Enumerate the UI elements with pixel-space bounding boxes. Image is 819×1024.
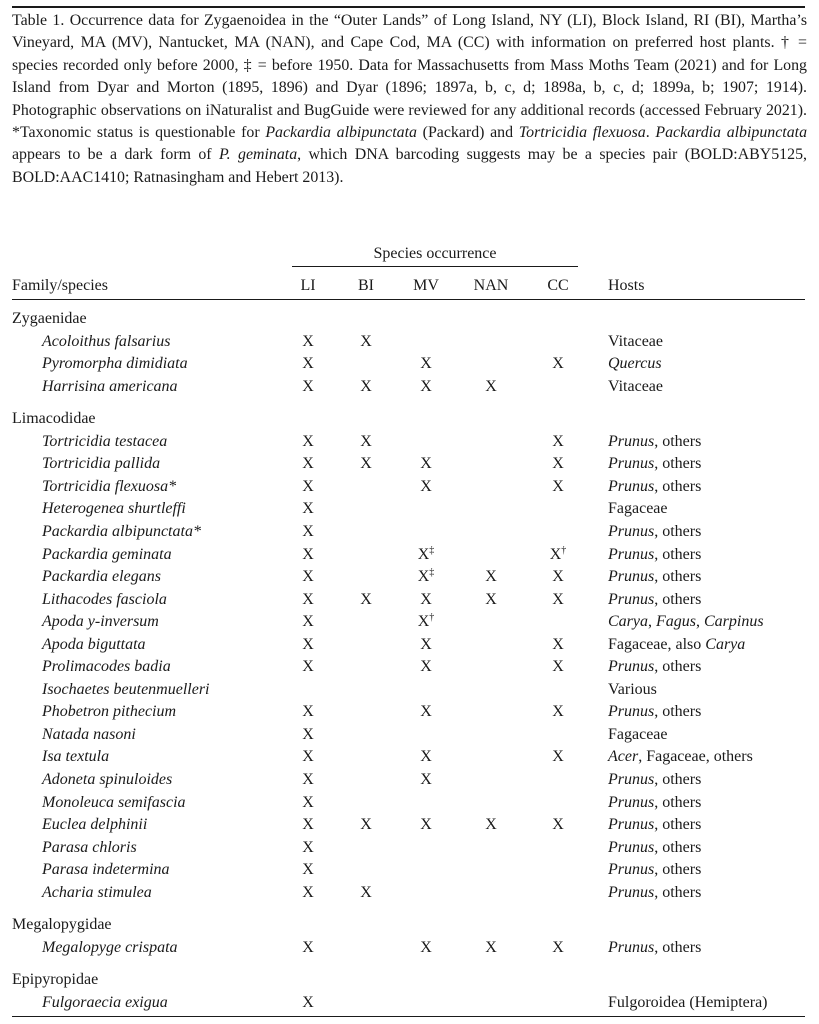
occurrence-mark-li: X (302, 748, 314, 766)
occurrence-mark-mv: X (420, 377, 432, 395)
species-row (0, 680, 819, 702)
species-row (0, 432, 819, 454)
species-name: Harrisina americana (42, 377, 178, 395)
species-row (0, 815, 819, 837)
family-row (0, 915, 819, 937)
species-row (0, 725, 819, 747)
occurrence-mark-cc: X (552, 635, 564, 653)
host-plants: Fagaceae (608, 500, 668, 518)
species-row (0, 635, 819, 657)
occurrence-mark-li: X (302, 861, 314, 879)
occurrence-mark-li: X (302, 590, 314, 608)
species-row (0, 838, 819, 860)
occurrence-mark-nan: X (485, 568, 497, 586)
host-plants: Prunus, others (608, 545, 702, 563)
species-row (0, 332, 819, 354)
species-name: Parasa chloris (42, 838, 137, 856)
species-row (0, 612, 819, 634)
occurrence-mark-mv: X (420, 635, 432, 653)
occurrence-mark-li: X (302, 703, 314, 721)
occurrence-mark-li: X (302, 613, 314, 631)
species-row (0, 938, 819, 960)
host-plants: Prunus, others (608, 590, 702, 608)
occurrence-mark-bi: X (360, 816, 372, 834)
occurrence-mark-li: X (302, 793, 314, 811)
species-name: Packardia albipunctata* (42, 522, 201, 540)
host-plants: Acer, Fagaceae, others (608, 748, 753, 766)
species-name: Packardia geminata (42, 545, 172, 563)
occurrence-mark-mv: X (420, 703, 432, 721)
occurrence-mark-cc: X (552, 816, 564, 834)
column-header-family-species: Family/species (12, 277, 108, 294)
species-name: Pyromorpha dimidiata (42, 355, 188, 373)
occurrence-mark-cc: X (552, 432, 564, 450)
species-row (0, 567, 819, 589)
host-plants: Prunus, others (608, 703, 702, 721)
occurrence-mark-li: X (302, 883, 314, 901)
occurrence-mark-li: X (302, 635, 314, 653)
host-plants: Fagaceae, also Carya (608, 635, 746, 653)
table-caption: Table 1. Occurrence data for Zygaenoidea in the “Outer Lands” of Long Island, NY (LI), Block Island, RI (BI), Martha’s Vineyard, MA (MV), Nantucket, MA (NAN), and Cape Cod, MA (CC) with information on preferred host plants. † = species recorded only before 2000, ‡ = before 1950. Data for Massachusetts from Mass Moths Team (2021) and for Long Island from Dyar and Morton (1895, 1896) and Dyar (1896; 1897a, b, c, d; 1898a, b, c, d; 1899a, b; 1907; 1914). Photographic observations on iNaturalist and BugGuide were reviewed for any additional records (accessed February 2021). *Taxonomic status is questionable for Packardia albipunctata (Packard) and Tortricidia flexuosa. Packardia albipunctata appears to be a dark form of P. geminata, which DNA barcoding suggests may be a species pair (BOLD:ABY5125, BOLD:AAC1410; Ratnasingham and Hebert 2013). (12, 12, 808, 186)
species-row (0, 354, 819, 376)
species-row (0, 770, 819, 792)
species-name: Acharia stimulea (42, 883, 152, 901)
occurrence-mark-li: X (302, 500, 314, 518)
occurrence-mark-cc: X (552, 568, 564, 586)
occurrence-mark-mv: X (420, 938, 432, 956)
species-row (0, 377, 819, 399)
occurrence-mark-bi: X (360, 332, 372, 350)
species-row (0, 545, 819, 567)
species-name: Tortricidia testacea (42, 432, 168, 450)
species-row (0, 860, 819, 882)
occurrence-mark-cc: X (552, 355, 564, 373)
species-name: Apoda biguttata (42, 635, 146, 653)
occurrence-mark-mv: X (420, 748, 432, 766)
occurrence-mark-nan: X (485, 938, 497, 956)
occurrence-mark-li: X (302, 658, 314, 676)
occurrence-mark-cc: X (552, 938, 564, 956)
occurrence-mark-mv: X (420, 816, 432, 834)
occurrence-mark-li: X (302, 838, 314, 856)
species-name: Phobetron pithecium (42, 703, 177, 721)
occurrence-mark-nan: X (485, 590, 497, 608)
host-plants: Prunus, others (608, 883, 702, 901)
occurrence-mark-mv: X‡ (417, 567, 435, 586)
column-header-bi: BI (358, 277, 374, 294)
species-name: Isochaetes beutenmuelleri (42, 680, 210, 698)
species-row (0, 590, 819, 612)
species-name: Tortricidia pallida (42, 455, 161, 473)
family-row (0, 970, 819, 992)
family-name: Epipyropidae (12, 971, 99, 989)
species-name: Prolimacodes badia (42, 658, 171, 676)
bottom-rule (12, 1016, 805, 1017)
occurrence-mark-bi: X (360, 377, 372, 395)
occurrence-mark-nan: X (485, 377, 497, 395)
host-plants: Prunus, others (608, 432, 702, 450)
occurrence-mark-li: X (302, 355, 314, 373)
host-plants: Vitaceae (608, 332, 663, 350)
host-plants: Prunus, others (608, 793, 702, 811)
host-plants: Prunus, others (608, 816, 702, 834)
host-plants: Various (608, 680, 657, 698)
occurrence-mark-li: X (302, 432, 314, 450)
species-row (0, 747, 819, 769)
host-plants: Carya, Fagus, Carpinus (608, 613, 764, 631)
occurrence-mark-bi: X (360, 883, 372, 901)
host-plants: Fagaceae (608, 725, 668, 743)
occurrence-mark-li: X (302, 477, 314, 495)
occurrence-mark-bi: X (360, 455, 372, 473)
species-name: Fulgoraecia exigua (42, 993, 168, 1011)
occurrence-mark-mv: X† (417, 612, 435, 631)
species-name: Isa textula (42, 748, 110, 766)
occurrence-mark-cc: X (552, 658, 564, 676)
host-plants: Quercus (608, 355, 662, 373)
species-name: Megalopyge crispata (42, 938, 178, 956)
species-row (0, 522, 819, 544)
species-name: Heterogenea shurtleffi (42, 500, 186, 518)
species-row (0, 657, 819, 679)
species-name: Euclea delphinii (42, 816, 148, 834)
occurrence-mark-mv: X (420, 771, 432, 788)
host-plants: Prunus, others (608, 838, 702, 856)
species-row (0, 499, 819, 521)
host-plants: Prunus, others (608, 477, 702, 495)
species-name: Packardia elegans (42, 568, 161, 586)
host-plants: Prunus, others (608, 568, 702, 586)
species-occurrence-header: Species occurrence (373, 245, 497, 262)
species-row (0, 702, 819, 724)
occurrence-mark-cc: X (552, 477, 564, 495)
family-row (0, 309, 819, 331)
occurrence-mark-cc: X (552, 590, 564, 608)
species-name: Lithacodes fasciola (42, 590, 167, 608)
column-header-mv: MV (413, 277, 439, 294)
occurrence-mark-mv: X (420, 355, 432, 373)
column-header-li: LI (300, 277, 316, 294)
occurrence-mark-nan: X (485, 816, 497, 834)
species-name: Natada nasoni (42, 725, 136, 743)
species-name: Tortricidia flexuosa* (42, 477, 177, 495)
species-name: Adoneta spinuloides (42, 771, 173, 788)
species-row (0, 883, 819, 905)
occurrence-mark-li: X (302, 816, 314, 834)
occurrence-mark-li: X (302, 725, 314, 743)
family-name: Zygaenidae (12, 310, 87, 327)
occurrence-mark-mv: X (420, 477, 432, 495)
occurrence-mark-mv: X (420, 455, 432, 473)
occurrence-mark-li: X (302, 568, 314, 586)
species-row (0, 477, 819, 499)
occurrence-mark-li: X (302, 938, 314, 956)
column-header-nan: NAN (473, 277, 509, 294)
occurrence-mark-mv: X‡ (417, 544, 435, 563)
host-plants: Vitaceae (608, 377, 663, 395)
occurrence-mark-li: X (302, 522, 314, 540)
occurrence-mark-li: X (302, 377, 314, 395)
species-row (0, 793, 819, 815)
column-header-hosts: Hosts (608, 277, 645, 294)
host-plants: Prunus, others (608, 771, 702, 788)
occurrence-mark-cc: X (552, 455, 564, 473)
occurrence-mark-li: X (302, 771, 314, 788)
host-plants: Fulgoroidea (Hemiptera) (608, 993, 768, 1011)
occurrence-mark-bi: X (360, 432, 372, 450)
host-plants: Prunus, others (608, 522, 702, 540)
occurrence-mark-li: X (302, 993, 314, 1011)
species-name: Parasa indetermina (42, 861, 170, 879)
occurrence-mark-cc: X (552, 748, 564, 766)
occurrence-mark-bi: X (360, 590, 372, 608)
species-name: Apoda y-inversum (42, 613, 159, 631)
occurrence-mark-li: X (302, 455, 314, 473)
occurrence-mark-li: X (302, 332, 314, 350)
species-row (0, 993, 819, 1015)
family-name: Limacodidae (12, 410, 96, 428)
species-name: Acoloithus falsarius (42, 332, 171, 350)
species-row (0, 454, 819, 476)
occurrence-mark-cc: X† (549, 544, 567, 563)
occurrence-mark-li: X (302, 545, 314, 563)
occurrence-mark-mv: X (420, 590, 432, 608)
family-name: Megalopygidae (12, 916, 112, 934)
occurrence-mark-cc: X (552, 703, 564, 721)
host-plants: Prunus, others (608, 455, 702, 473)
host-plants: Prunus, others (608, 938, 702, 956)
species-name: Monoleuca semifascia (42, 793, 186, 811)
host-plants: Prunus, others (608, 861, 702, 879)
occurrence-mark-mv: X (420, 658, 432, 676)
family-row (0, 409, 819, 431)
column-header-cc: CC (547, 277, 569, 294)
host-plants: Prunus, others (608, 658, 702, 676)
